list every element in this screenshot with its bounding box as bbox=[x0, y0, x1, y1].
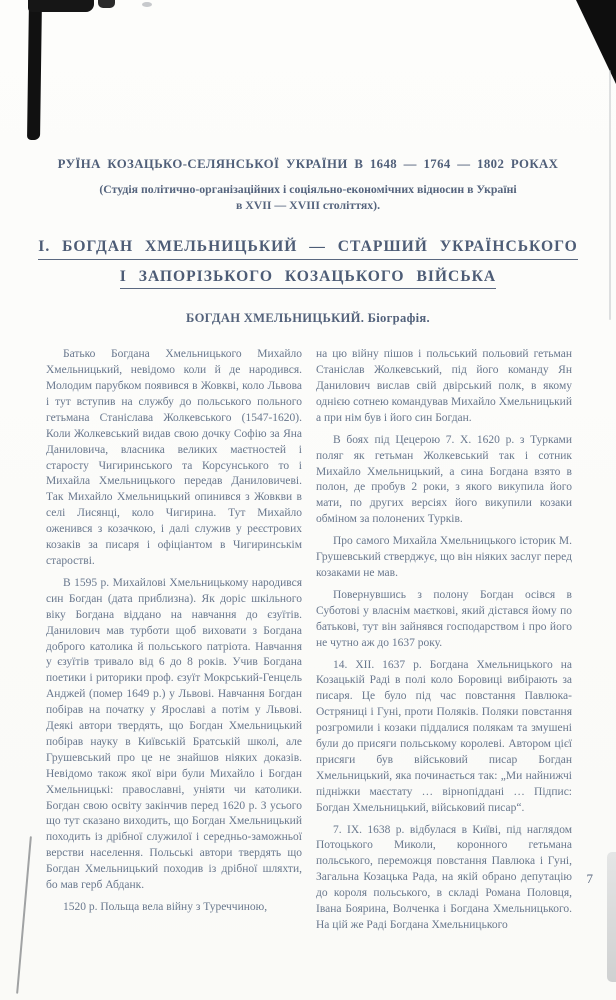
paragraph: 7. IX. 1638 р. відбулася в Київі, під наглядом Потоцького Миколи, коронного гетьмана польського, переможця повстання Павлюка і Гуні, Загальна Козацька Рада, на якій обрано депутацію до короля польського, в складі Романа Половця, Івана Боярина, Волченка і Богдана Хмельницького. На цій же Раді Богдана Хмельницького bbox=[316, 823, 572, 931]
left-column bbox=[46, 347, 302, 940]
paragraph: 1520 р. Польща вела війну з Туреччиною, bbox=[63, 901, 268, 913]
paragraph: Батько Богдана Хмельницького Михайло Хмельницький, невідомо коли й де народився. Молодим парубком появився в Жовкві, коло Львова і тут вступив на службу до польського польного гетьмана Станіслава Жолкевського (1547-1620). Коли Жолкевський видав свою дочку Софію за Яна Даниловича, власника великих маєтностей і старосту Чигиринського та Корсунського то і Михайла Хмельницького передав Даниловичеві. Так Михайло Хмельницький опинився з Жовкви в селі Лисянці, коло Чигирина. Тут Михайло оженився з козачкою, і далі служив у реєстрових козаків за писаря і офіціантом в Чигиринськім старостві. bbox=[46, 348, 302, 567]
paragraph: 14. XII. 1637 р. Богдана Хмельницького на Козацькій Раді в полі коло Боровиці вибірають за писаря. Це було під час повстання Павлюка-Остряниці і Гуні, проти Поляків. Поляки повстання розгромили і козаки піддалися полякам та змушені були до присяги польському королеві. Автором цієї присяги був військовий писар Богдан Хмельницький, яка починається так: „Ми найнижчі підніжки маєстату … вірнопіддані … Підпис: Богдан Хмельницький, військовий писар“. bbox=[316, 658, 572, 814]
document-subtitle bbox=[0, 181, 616, 213]
right-column bbox=[316, 347, 572, 940]
paragraph: В 1595 р. Михайлові Хмельницькому народився син Богдан (дата приблизна). Як доріс шкільного віку Богдана віддано на навчання до єзуїтів. Данилович мав турботи щоб виховати з Богдана доброго католика й польського патріота. Навчання у єзуїтів тривало від 6 до 8 років. Учив Богдана поетики і риторики проф. єзуїт Мокрський-Генцель Анджей (помер 1649 р.) у Львові. Навчання Богдан побірав на початку у Ярославі а потім у Львові. Деякі автори твердять, що Богдан Хмельницький побірав науку в Київській Братській школі, але Грушевський про це не знайшов ніяких доказів. Невідомо також якої віри були Михайло і Богдан Хмельницькі: православні, уніяти чи католики. Богдан свою освіту закінчив перед 1620 р. З усього що тут сказано виходить, що Богдан Хмельницький походить із дрібної служилої і середньо-заможньої верстви населення. Польські автори твердять що Богдан Хмельницький походив із дрібної шляхти, бо мав герб Абданк. bbox=[46, 576, 302, 892]
document-title: РУЇНА КОЗАЦЬКО-СЕЛЯНСЬКОЇ УКРАЇНИ В 1648 — 1764 — 1802 РОКАХ bbox=[57, 157, 559, 171]
chapter-heading-line1: І. БОГДАН ХМЕЛЬНИЦЬКИЙ — СТАРШИЙ УКРАЇНСЬКОГО bbox=[38, 239, 578, 260]
paragraph: В боях під Цецерою 7. X. 1620 р. з Турками поляг як гетьман Жолкевський так і сотник Михайло Хмельницький, а сина Богдана взято в полон, де пробув 2 роки, з якого викупила його мати, по других версіях його викупили козаки обміном за полонених Турків. bbox=[316, 433, 572, 526]
paragraph: Про самого Михайла Хмельницького історик М. Грушевський стверджує, що він ніяких заслуг перед козаками не мав. bbox=[316, 535, 572, 579]
page-number: 7 bbox=[586, 871, 593, 886]
document-subtitle-line2: в XVII — XVIII століттях). bbox=[235, 198, 381, 212]
chapter-heading-line2: І ЗАПОРІЗЬКОГО КОЗАЦЬКОГО ВІЙСЬКА bbox=[120, 269, 496, 290]
document-subtitle-line1: (Студія політично-організаційних і соціяльно-економічних відносин в Україні bbox=[99, 182, 517, 196]
paragraph: Повернувшись з полону Богдан осівся в Суботові у власнім маєткові, який дістався йому по батькові, тут він зайнявся господарством і про його не чутно аж до 1637 року. bbox=[316, 588, 572, 649]
paragraph-continuation: на цю війну пішов і польський польовий гетьман Станіслав Жолкевський, під його команду Ян Данилович вислав свій двірський полк, в якому однією сотнею командував Михайло Хмельницький а при нім був і його син Богдан. bbox=[316, 348, 572, 424]
chapter-heading bbox=[0, 239, 616, 298]
section-heading: БОГДАН ХМЕЛЬНИЦЬКИЙ. Біографія. bbox=[186, 311, 430, 326]
page-header bbox=[0, 0, 616, 326]
body-columns bbox=[0, 326, 616, 940]
